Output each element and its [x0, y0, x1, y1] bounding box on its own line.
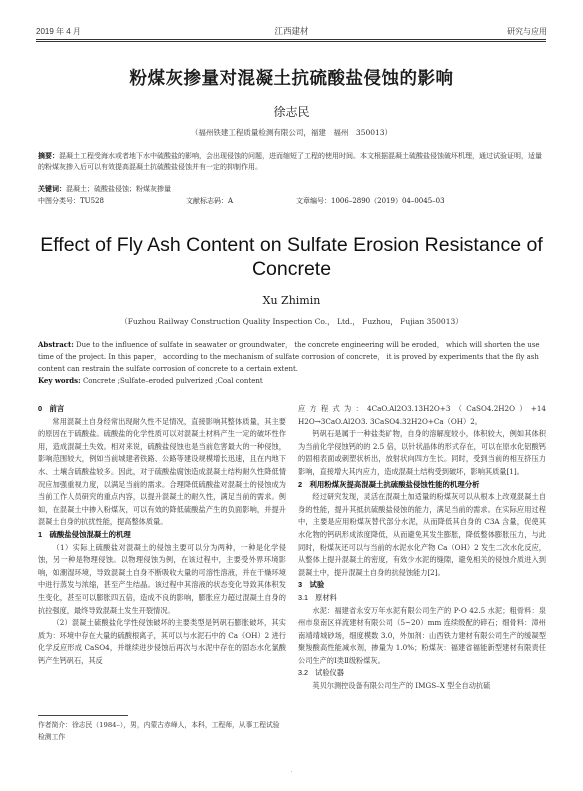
paragraph: 水泥：福建省永安万年水泥有限公司生产的 P·O 42.5 水泥；粗骨料：泉州市泉南区祥流建材有限公司（5~20）mm 连续级配的碎石；细骨料：漳州南靖靖城砂场，细度模数 3.0，外加剂：山西铁力建材有限公司生产的缓凝型聚羧酸高性能减水剂，掺量为 1.0%；粉煤灰：福建省福能新型建材有限责任公司生产的Ⅰ类Ⅱ级粉煤灰。: [298, 605, 546, 665]
abstract-en-text: Due to the influence of sulfate in seawater or groundwater， the concrete engineering will be eroded， which will shorten the use time of the project. In this paper， according to the mechanism of sulfate corrosion of concrete， it is proved by experiments that the fly ash content can restrain the sulfate corrosion of concrete to a certain extent.: [38, 341, 540, 373]
affiliation-cn: （福州铁建工程质量检测有限公司，福建 福州 350013）: [190, 128, 393, 137]
subsection-heading-instruments: 3.2 试验仪器: [298, 668, 344, 678]
keywords-en-label: Key words:: [38, 376, 81, 385]
paragraph: （1）实际上硫酸盐对混凝土的侵蚀主要可以分为两种，一种是化学侵蚀，另一种是物理侵蚀。以物理侵蚀为例，在该过程中，主要受外界环境影响，如潮湿环境，导致混凝土自身不断吸收大量的可溶性溶液，并在干燥环境中进行蒸发与浓缩，甚至产生结晶。该过程中其溶液的状态变化导致其体积发生变化，甚至可以膨胀四五倍，造成不良的影响，膨胀应力超过混凝土自身的抗拉强度，最终导致混凝土发生开裂情况。: [38, 542, 286, 615]
keywords-en-text: Concrete ;Sulfate–eroded pulverized ;Coal content: [82, 377, 263, 385]
abstract-cn-text: 混凝土工程受海水或者地下水中硫酸盐的影响，会出现侵蚀的问题，进而缩短了工程的使用时间。本文根据混凝土硫酸盐侵蚀破坏机理，通过试验证明，适量的粉煤灰掺入后可以有效提高混凝土抗硫酸盐侵蚀并有一定的抑制作用。: [38, 152, 542, 171]
paper-title-en: Effect of Fly Ash Content on Sulfate Erosion Resistance of Concrete: [40, 234, 543, 280]
section-heading-mechanism: 1 硫酸盐侵蚀混凝土的机理: [38, 529, 131, 539]
paper-title-cn: 粉煤灰掺量对混凝土抗硫酸盐侵蚀的影响: [129, 69, 454, 89]
author-bio-footnote: 作者简介：徐志民（1984–），男，内蒙古赤峰人，本科，工程师，从事工程试验检测工作: [38, 721, 280, 741]
article-number: 文章编号：1006–2890（2019）04–0045–03: [296, 197, 445, 205]
section-heading-analysis: 2 利用粉煤灰提高混凝土抗硫酸盐侵蚀性能的机理分析: [298, 479, 480, 489]
body-right-column: [298, 403, 546, 693]
header-rule-thin: [36, 41, 546, 42]
paragraph: 常用混凝土自身经常出现耐久性不足情况，直接影响其整体质量，其主要的原因在于硫酸盐。硫酸盐的化学性质可以对混凝土材料产生一定的破坏性作用，造成混凝土失效。相对来说，硫酸盐侵蚀也是当前危害最大的一种侵蚀，影响范围较大，例如当前城建者铁路、公路等建设规模增长迅速，且在内地下水、土壤含硫酸盐较多。因此，对于硫酸盐腐蚀造成混凝土结构耐久性降低情况应加强重视力度，以满足当前的需求。合理降低硫酸盐对混凝土的侵蚀成为当前工作人员研究的重点内容，以提升混凝土的耐久性，满足当前的需求。例如，在混凝土中掺入粉煤灰，可以有效的降低硫酸盐产生的负面影响，并提升混凝土自身的抗扰性能，提高整体质量。: [38, 416, 286, 527]
keywords-cn-text: 混凝土；硫酸盐侵蚀；粉煤灰掺量: [66, 185, 171, 193]
affiliation-en: （Fuzhou Railway Construction Quality Inspection Co.， Ltd.， Fuzhou， Fujian 350013）: [120, 317, 463, 326]
abstract-en: [38, 339, 546, 375]
header-journal: 江西建材: [274, 26, 309, 36]
paragraph: 经过研究发现，灵活在混凝土加适量的粉煤灰可以从根本上改观混凝土自身的性能，提升其抵抗硫酸盐侵蚀的能力，满足当前的需求。在实际应用过程中，主要是应用粉煤灰替代部分水泥，从而降低其自身的 C3A 含量，促使其水化物的钙矾形成浓度降低，从而避免其发生膨胀，降低整体膨胀压力，与此同时，粉煤灰还可以与当前的水泥水化产物 Ca（OH）2 发生二次水化反应，从整体上提升混凝土的密度，有效少水泥的缝隙，避免相关的侵蚀介质进入到混凝土中，提升混凝土自身的抗侵蚀能力[2]。: [298, 492, 546, 577]
author-en: Xu Zhimin: [262, 294, 321, 307]
page-mark: ·: [290, 769, 293, 776]
abstract-cn: [38, 150, 546, 173]
header-date: 2019 年 4 月: [36, 27, 81, 36]
author-cn: 徐志民: [273, 105, 310, 119]
clc-number: 中图分类号：TU528: [38, 197, 104, 205]
section-heading-intro: 0 前言: [38, 404, 65, 413]
document-code: 文献标志码：A: [186, 197, 234, 205]
abstract-cn-label: 摘要：: [38, 151, 59, 160]
body-left-column: [38, 403, 286, 667]
keywords-en: [38, 376, 546, 385]
header-rule: [36, 39, 546, 40]
header-section: 研究与应用: [507, 27, 547, 36]
paragraph: （2）混凝土硫酸盐化学性侵蚀破坏的主要类型是钙矾石膨胀破坏，其实质为：环境中存在大量的硫酸根离子，其可以与水泥石中的 Ca（OH）2 进行化学反应形成 CaSO4，并继续进步侵蚀后再次与水泥中存在的固态水化氯酸钙产生钙矾石，其反: [38, 618, 286, 665]
paragraph: 钙矾石是属于一种盐类矿物，自身的溶解度较小，体积较大，例如其体积为当前化学侵蚀钙的的 2.5 倍，以针状晶体的形式存在，可以在原水化铝酸钙的固相表面或刺塑状析出，放射状向四方生长。同时，受到当前的相互挤压力影响，直接增大其内应力，造成混凝土结构受到破坏，影响其质量[1]。: [298, 429, 546, 476]
abstract-en-label: Abstract:: [38, 340, 74, 349]
subsection-heading-materials: 3.1 原材料: [298, 592, 337, 602]
section-heading-experiment: 3 试验: [298, 580, 325, 590]
keywords-cn-label: 关键词：: [38, 184, 66, 193]
paragraph: 英贝尔测控设备有限公司生产的 IMGS–X 型全自动抗硫: [312, 681, 491, 691]
footnote-rule: [38, 715, 128, 716]
keywords-cn: [38, 183, 546, 195]
reaction-equation: 应方程式为：4CaO.Al2O3.13H2O+3（CaSO4.2H2O）+14 H2O→3CaO.Al2O3. 3CaSO4.32H2O+Ca（OH）2。: [298, 404, 546, 426]
